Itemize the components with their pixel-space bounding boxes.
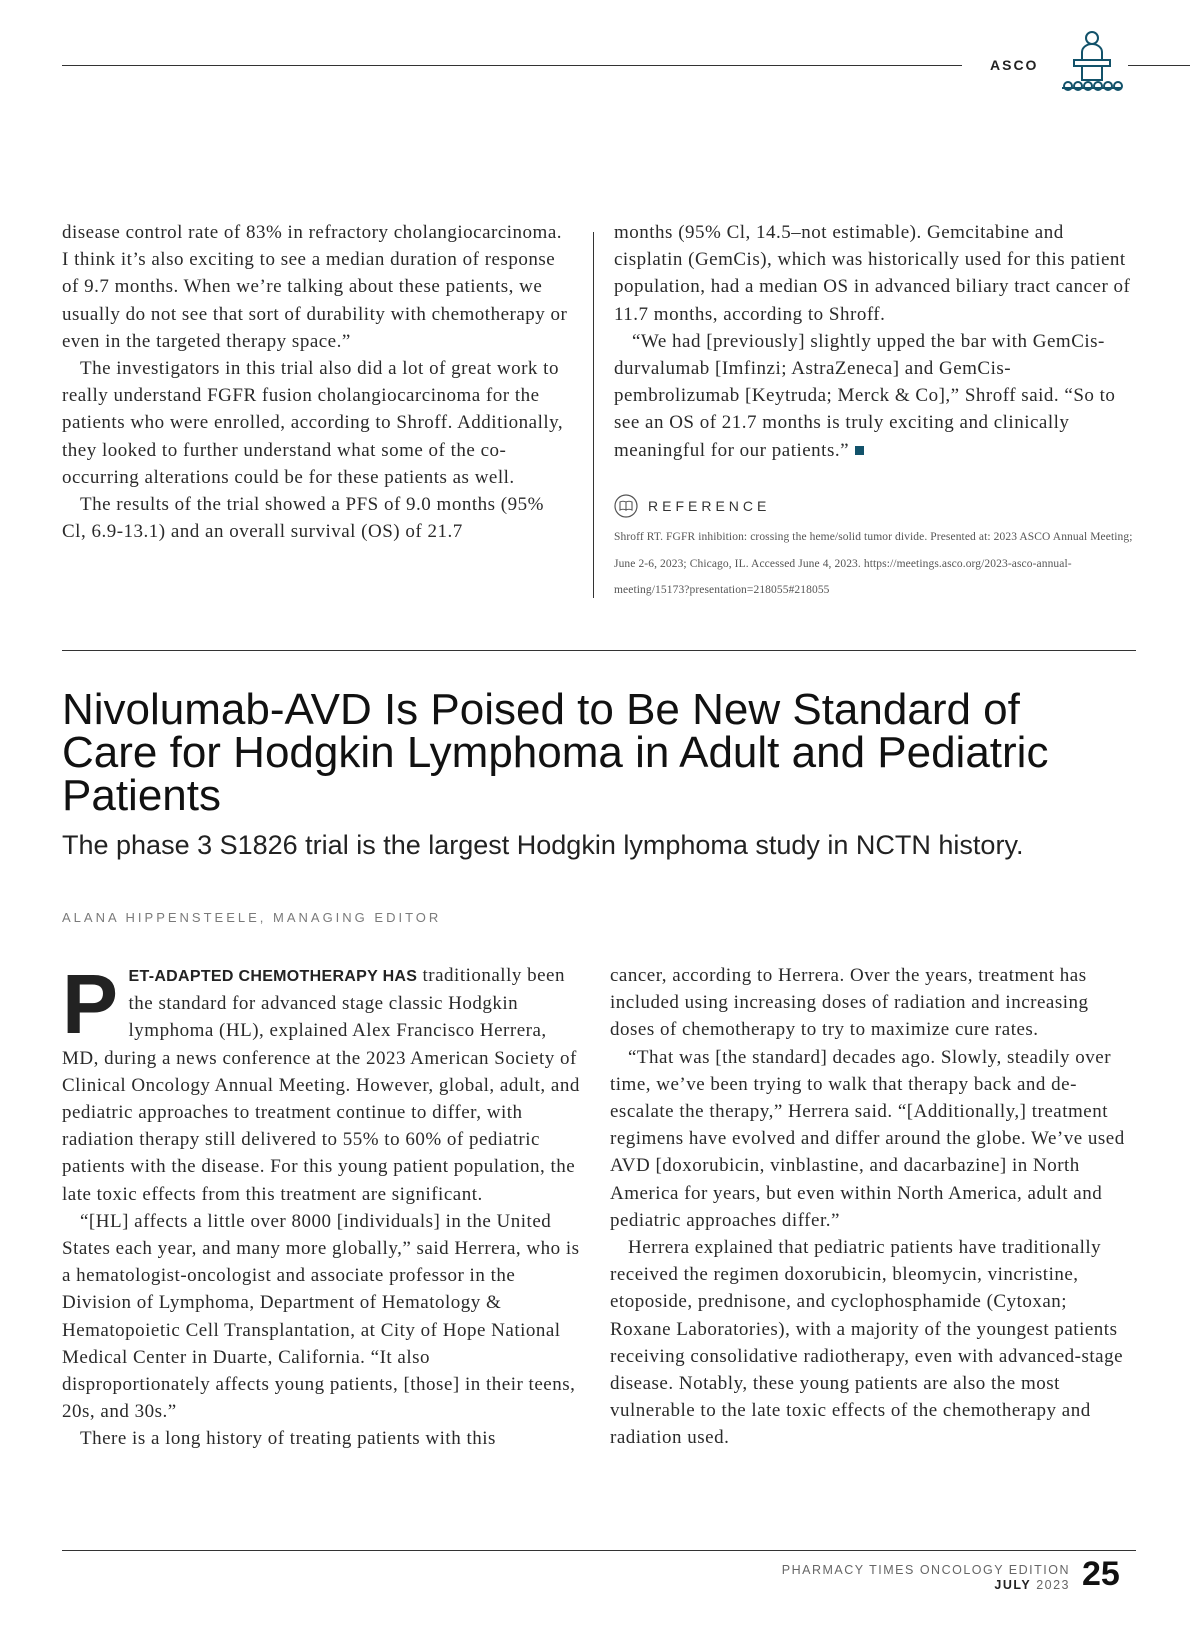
section-label: ASCO: [990, 57, 1039, 73]
lead-in: ET-ADAPTED CHEMOTHERAPY HAS: [128, 968, 418, 985]
column-divider: [593, 232, 594, 598]
publication-name: PHARMACY TIMES ONCOLOGY EDITION: [781, 1563, 1070, 1577]
header-rule-left: [62, 65, 962, 66]
paragraph: The investigators in this trial also did a lot of great work to really understand FGFR fusion cholangiocarcinoma for the patients who were enrolled, according to Shroff. Additionally, they looked to further understand what some of the co-occurring alterations could be for these patients as well.: [62, 358, 564, 488]
paragraph-text: “We had [previously] slightly upped the bar with GemCis-durvalumab [Imfinzi; AstraZeneca] and GemCis-pembrolizumab [Keytruda; Merck & Co],” Shroff said. “So to see an OS of 21.7 months is truly exciting and clinically meaningful for our patients.”: [614, 330, 1116, 461]
paragraph: [614, 328, 1134, 464]
podium-icon: [1056, 30, 1128, 96]
book-icon: [614, 494, 638, 518]
paragraph: The results of the trial showed a PFS of 9.0 months (95% Cl, 6.9-13.1) and an overall survival (OS) of 21.7: [62, 494, 544, 543]
article-deck: The phase 3 S1826 trial is the largest Hodgkin lymphoma study in NCTN history.: [62, 830, 1024, 860]
paragraph: “[HL] affects a little over 8000 [individuals] in the United States each year, and many more globally,” said Herrera, who is a hematologist-oncologist and associate professor in the Division of Lymphoma, Department of Hematology & Hematopoietic Cell Transplantation, at City of Hope National Medical Center in Duarte, California. “It also disproportionately affects young patients, [those] in their teens, 20s, and 30s.”: [62, 1210, 580, 1423]
section-divider: [62, 650, 1136, 651]
drop-cap: P: [62, 957, 119, 1051]
article-left-column: [62, 957, 582, 1453]
footer-rule: [62, 1550, 1136, 1551]
byline: ALANA HIPPENSTEELE, MANAGING EDITOR: [62, 910, 442, 925]
page-number: 25: [1082, 1555, 1120, 1593]
lead-paragraph: [62, 957, 582, 1208]
lead-paragraph-text: traditionally been the standard for advanced stage classic Hodgkin lymphoma (HL), explained Alex Francisco Herrera, MD, during a news conference at the 2023 American Society of Clinical Oncology Annual Meeting. However, global, adult, and pediatric approaches to treatment continue to differ, with radiation therapy still delivered to 55% to 60% of pediatric patients with the disease. For this young patient population, the late toxic effects from this treatment are significant.: [62, 965, 580, 1205]
article-right-column: [610, 962, 1130, 1452]
top-article-left-column: [62, 219, 572, 545]
issue-month: JULY: [994, 1578, 1032, 1592]
paragraph: Herrera explained that pediatric patients have traditionally received the regimen doxorubicin, bleomycin, vincristine, etoposide, prednisone, and cyclophosphamide (Cytoxan; Roxane Laboratories), with a majority of the youngest patients receiving consolidative radiotherapy, even with advanced-stage disease. Notably, these young patients are also the most vulnerable to the late toxic effects of the chemotherapy and radiation used.: [610, 1237, 1124, 1449]
paragraph: cancer, according to Herrera. Over the years, treatment has included using increasing doses of radiation and increasing doses of chemotherapy to try to maximize cure rates.: [610, 965, 1089, 1041]
header-rule-right: [1128, 65, 1190, 66]
reference-header: [614, 494, 770, 518]
paragraph: “That was [the standard] decades ago. Slowly, steadily over time, we’ve been trying to walk that therapy back and de-escalate the therapy,” Herrera said. “[Additionally,] treatment regimens have evolved and differ around the globe. We’ve used AVD [doxorubicin, vinblastine, and dacarbazine] in North America for years, but even within North America, adult and pediatric approaches differ.”: [610, 1046, 1125, 1231]
issue-year: 2023: [1036, 1578, 1070, 1592]
issue-date: [760, 1578, 1070, 1593]
reference-text: Shroff RT. FGFR inhibition: crossing the heme/solid tumor divide. Presented at: 2023 ASCO Annual Meeting; June 2-6, 2023; Chicago, IL. Accessed June 4, 2023. https://meetings.asco.org/2023-asco-annual-meeting/15173?presentation=218055#218055: [614, 531, 1133, 596]
publication-info: [760, 1563, 1070, 1593]
top-article-right-column: [614, 219, 1134, 464]
end-mark-icon: [855, 446, 864, 455]
reference-label: REFERENCE: [648, 498, 771, 514]
article-headline: Nivolumab-AVD Is Poised to Be New Standard of Care for Hodgkin Lymphoma in Adult and Pediatric Patients: [62, 685, 1049, 820]
paragraph: There is a long history of treating patients with this: [80, 1428, 496, 1450]
paragraph: disease control rate of 83% in refractory cholangiocarcinoma. I think it’s also exciting to see a median duration of response of 9.7 months. When we’re talking about these patients, we usually do not see that sort of durability with chemotherapy or even in the targeted therapy space.”: [62, 222, 568, 352]
paragraph: months (95% Cl, 14.5–not estimable). Gemcitabine and cisplatin (GemCis), which was historically used for this patient population, had a median OS in advanced biliary tract cancer of 11.7 months, according to Shroff.: [614, 222, 1131, 325]
